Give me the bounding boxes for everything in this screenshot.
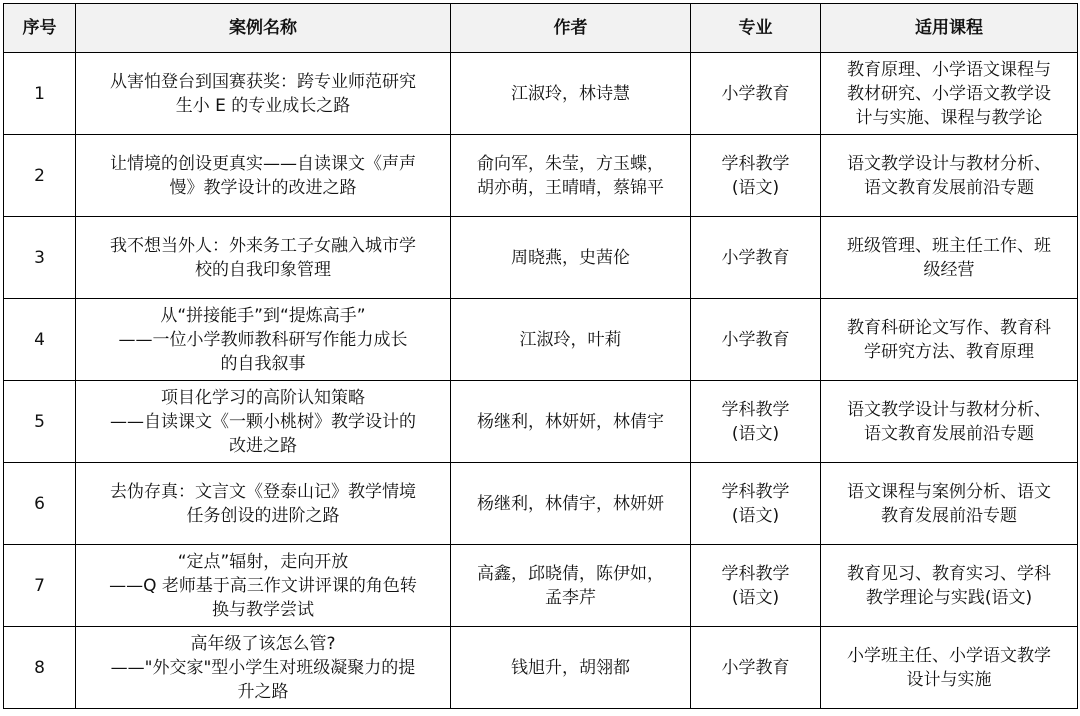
table-row	[4, 53, 1078, 135]
cell-major: 小学教育	[691, 53, 821, 135]
cell-courses: 小学班主任、小学语文教学 设计与实施	[821, 627, 1078, 709]
cell-major: 小学教育	[691, 299, 821, 381]
cell-authors: 杨继利，林倩宇，林妍妍	[451, 463, 691, 545]
cell-major: 小学教育	[691, 627, 821, 709]
table-header-row	[4, 4, 1078, 53]
cell-authors: 江淑玲，叶莉	[451, 299, 691, 381]
header-major: 专业	[691, 4, 821, 53]
table-row	[4, 135, 1078, 217]
header-courses: 适用课程	[821, 4, 1078, 53]
cell-authors: 高鑫，邱晓倩，陈伊如， 孟李芹	[451, 545, 691, 627]
cell-major: 学科教学 (语文)	[691, 545, 821, 627]
cell-courses: 语文教学设计与教材分析、 语文教育发展前沿专题	[821, 135, 1078, 217]
cell-courses: 教育原理、小学语文课程与 教材研究、小学语文教学设 计与实施、课程与教学论	[821, 53, 1078, 135]
case-table	[3, 3, 1078, 709]
cell-case-title: 项目化学习的高阶认知策略 ——自读课文《一颗小桃树》教学设计的 改进之路	[76, 381, 451, 463]
cell-case-title: 我不想当外人：外来务工子女融入城市学 校的自我印象管理	[76, 217, 451, 299]
cell-authors: 钱旭升，胡翎都	[451, 627, 691, 709]
cell-courses: 班级管理、班主任工作、班 级经营	[821, 217, 1078, 299]
table-row	[4, 627, 1078, 709]
cell-major: 学科教学 (语文)	[691, 135, 821, 217]
header-authors: 作者	[451, 4, 691, 53]
cell-case-title: 去伪存真：文言文《登泰山记》教学情境 任务创设的进阶之路	[76, 463, 451, 545]
table-row	[4, 217, 1078, 299]
cell-authors: 俞向军，朱莹，方玉蝶， 胡亦萌，王晴晴，蔡锦平	[451, 135, 691, 217]
table-row	[4, 381, 1078, 463]
cell-case-title: 从害怕登台到国赛获奖：跨专业师范研究 生小 E 的专业成长之路	[76, 53, 451, 135]
cell-courses: 语文教学设计与教材分析、 语文教育发展前沿专题	[821, 381, 1078, 463]
cell-number: 5	[4, 381, 76, 463]
header-case-title: 案例名称	[76, 4, 451, 53]
cell-courses: 语文课程与案例分析、语文 教育发展前沿专题	[821, 463, 1078, 545]
cell-number: 6	[4, 463, 76, 545]
table-row	[4, 463, 1078, 545]
cell-major: 学科教学 (语文)	[691, 463, 821, 545]
cell-number: 4	[4, 299, 76, 381]
case-table-container	[3, 3, 1078, 709]
cell-case-title: “定点”辐射，走向开放 ——Q 老师基于高三作文讲评课的角色转 换与教学尝试	[76, 545, 451, 627]
cell-number: 1	[4, 53, 76, 135]
table-row	[4, 545, 1078, 627]
cell-case-title: 高年级了该怎么管? ——"外交家"型小学生对班级凝聚力的提 升之路	[76, 627, 451, 709]
cell-major: 学科教学 (语文)	[691, 381, 821, 463]
table-row	[4, 299, 1078, 381]
cell-case-title: 从“拼接能手”到“提炼高手” ——一位小学教师教科研写作能力成长 的自我叙事	[76, 299, 451, 381]
cell-courses: 教育科研论文写作、教育科 学研究方法、教育原理	[821, 299, 1078, 381]
cell-number: 3	[4, 217, 76, 299]
cell-number: 7	[4, 545, 76, 627]
cell-authors: 杨继利，林妍妍，林倩宇	[451, 381, 691, 463]
cell-number: 8	[4, 627, 76, 709]
cell-authors: 周晓燕，史茜伦	[451, 217, 691, 299]
cell-authors: 江淑玲，林诗慧	[451, 53, 691, 135]
cell-case-title: 让情境的创设更真实——自读课文《声声 慢》教学设计的改进之路	[76, 135, 451, 217]
cell-courses: 教育见习、教育实习、学科 教学理论与实践(语文)	[821, 545, 1078, 627]
cell-number: 2	[4, 135, 76, 217]
cell-major: 小学教育	[691, 217, 821, 299]
header-number: 序号	[4, 4, 76, 53]
